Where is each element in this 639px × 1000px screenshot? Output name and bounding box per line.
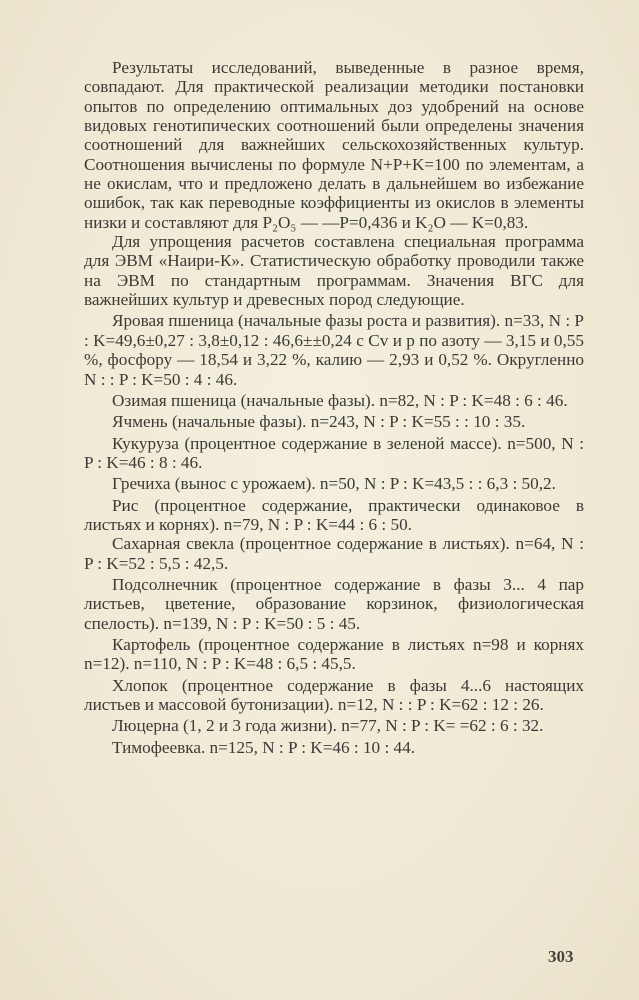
paragraph-potato: Картофель (процентное содержание в листьях n=98 и корнях n=12). n=110, N : P : K=48 : 6,5 : 45,5. [84, 634, 584, 674]
paragraph-cotton: Хлопок (процентное содержание в фазы 4...6 настоящих листьев и массовой бутонизации). n=12, N : : P : K=62 : 12 : 26. [84, 675, 584, 714]
paragraph-alfalfa: Люцерна (1, 2 и 3 года жизни). n=77, N : P : K= =62 : 6 : 32. [112, 716, 544, 736]
paragraph-corn: Кукуруза (процентное содержание в зеленой массе). n=500, N : P : K=46 : 8 : 46. [84, 433, 584, 472]
paragraph-spring-wheat: Яровая пшеница (начальные фазы роста и развития). n=33, N : P : K=49,6±0,27 : 3,8±0,12 : 46,6±±0,24 с Cv и p по азоту — 3,15 и 0,55 %, фосфору — 18,54 и 3,22 %, калию — 2,93 и 0,52 %. Округленно N : : P : K=50 : 4 : 46. [84, 311, 584, 389]
paragraph-buckwheat: Гречиха (вынос с урожаем). n=50, N : P : K=43,5 : : 6,3 : 50,2. [112, 474, 556, 494]
paragraph-sunflower: Подсолнечник (процентное содержание в фазы 3... 4 пар листьев, цветение, образование корзинок, физиологическая спелость). n=139, N : P : K=50 : 5 : 45. [84, 574, 584, 633]
page-number: 303 [548, 947, 574, 966]
main-text [84, 58, 584, 757]
paragraph-winter-wheat: Озимая пшеница (начальные фазы). n=82, N : P : K=48 : 6 : 46. [112, 390, 568, 410]
paragraph-sugar-beet: Сахарная свекла (процентное содержание в листьях). n=64, N : P : K=52 : 5,5 : 42,5. [84, 534, 584, 573]
paragraph-timothy: Тимофеевка. n=125, N : P : K=46 : 10 : 44. [112, 737, 415, 757]
paragraph-rice: Рис (процентное содержание, практически одинаковое в листьях и корнях). n=79, N : P : K=44 : 6 : 50. [84, 495, 584, 534]
paragraph-program: Для упрощения расчетов составлена специальная программа для ЭВМ «Наири-К». Статистическую обработку проводили также на ЭВМ по стандартным программам. Значения ВГС для важнейших культур и древесных пород следующие. [84, 232, 584, 310]
paragraph-barley: Ячмень (начальные фазы). n=243, N : P : K=55 : : 10 : 35. [112, 412, 526, 432]
paragraph-results: Результаты исследований, выведенные в разное время, совпадают. Для практической реализации методики постановки опытов по определению оптимальных доз удобрений на основе видовых генотипических соотношений были определены значения соотношений для важнейших сельскохозяйственных культур. Соотношения вычислены по формуле N+P+K=100 по элементам, а не окислам, что и предложено делать в дальнейшем во избежание ошибок, так как переводные коэффициенты из окислов в элементы низки и составляют для P₂O₅ — —P=0,436 и K₂O — K=0,83. [84, 58, 584, 232]
